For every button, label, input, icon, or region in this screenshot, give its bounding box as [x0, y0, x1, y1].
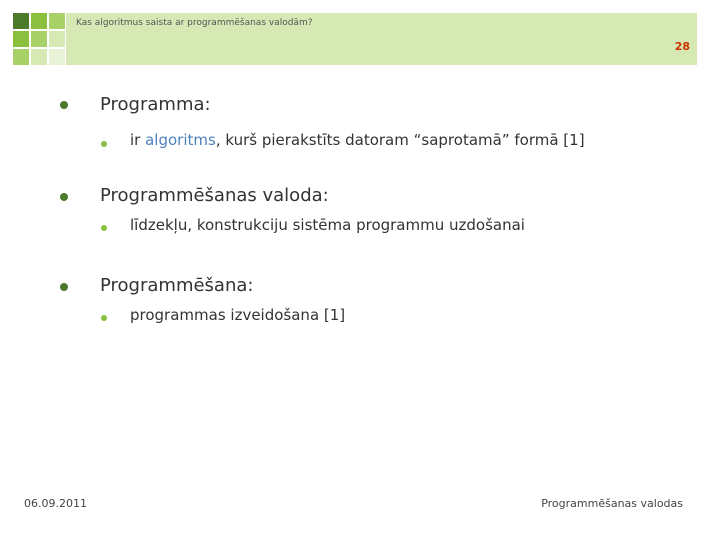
- logo-square: [13, 31, 29, 47]
- logo-square: [31, 49, 47, 65]
- bullet-dot-icon: [60, 193, 68, 201]
- footer-title: Programmēšanas valodas: [541, 497, 683, 510]
- sub-bullet-text: programmas izveidošana [1]: [130, 306, 346, 324]
- sub-bullet-text: [130, 131, 585, 149]
- sub-bullet-text: līdzekļu, konstrukciju sistēma programmu uzdošanai: [130, 216, 525, 234]
- sub-bullet-highlight: algoritms: [145, 131, 216, 149]
- logo-square: [31, 13, 47, 29]
- logo-square: [49, 31, 65, 47]
- bullet-heading: Programmēšana:: [100, 275, 254, 296]
- bullet-heading: Programmēšanas valoda:: [100, 185, 329, 206]
- logo-square: [13, 49, 29, 65]
- sub-bullet-text-post: , kurš pierakstīts datoram “saprotamā” formā [1]: [215, 131, 585, 149]
- logo-square: [49, 49, 65, 65]
- bullet-dot-icon: [60, 101, 68, 109]
- logo-square: [49, 13, 65, 29]
- sub-bullet-dot-icon: [101, 141, 107, 147]
- logo-square: [31, 31, 47, 47]
- slide-number: 28: [674, 40, 690, 53]
- sub-bullet-text-pre: ir: [130, 131, 146, 149]
- bullet-dot-icon: [60, 283, 68, 291]
- sub-bullet-dot-icon: [101, 225, 107, 231]
- header-title: Kas algoritmus saista ar programmēšanas valodām?: [76, 18, 313, 28]
- logo-grid: [13, 13, 65, 65]
- footer-date: 06.09.2011: [24, 497, 87, 510]
- sub-bullet-dot-icon: [101, 315, 107, 321]
- bullet-heading: Programma:: [100, 94, 211, 115]
- logo-square: [13, 13, 29, 29]
